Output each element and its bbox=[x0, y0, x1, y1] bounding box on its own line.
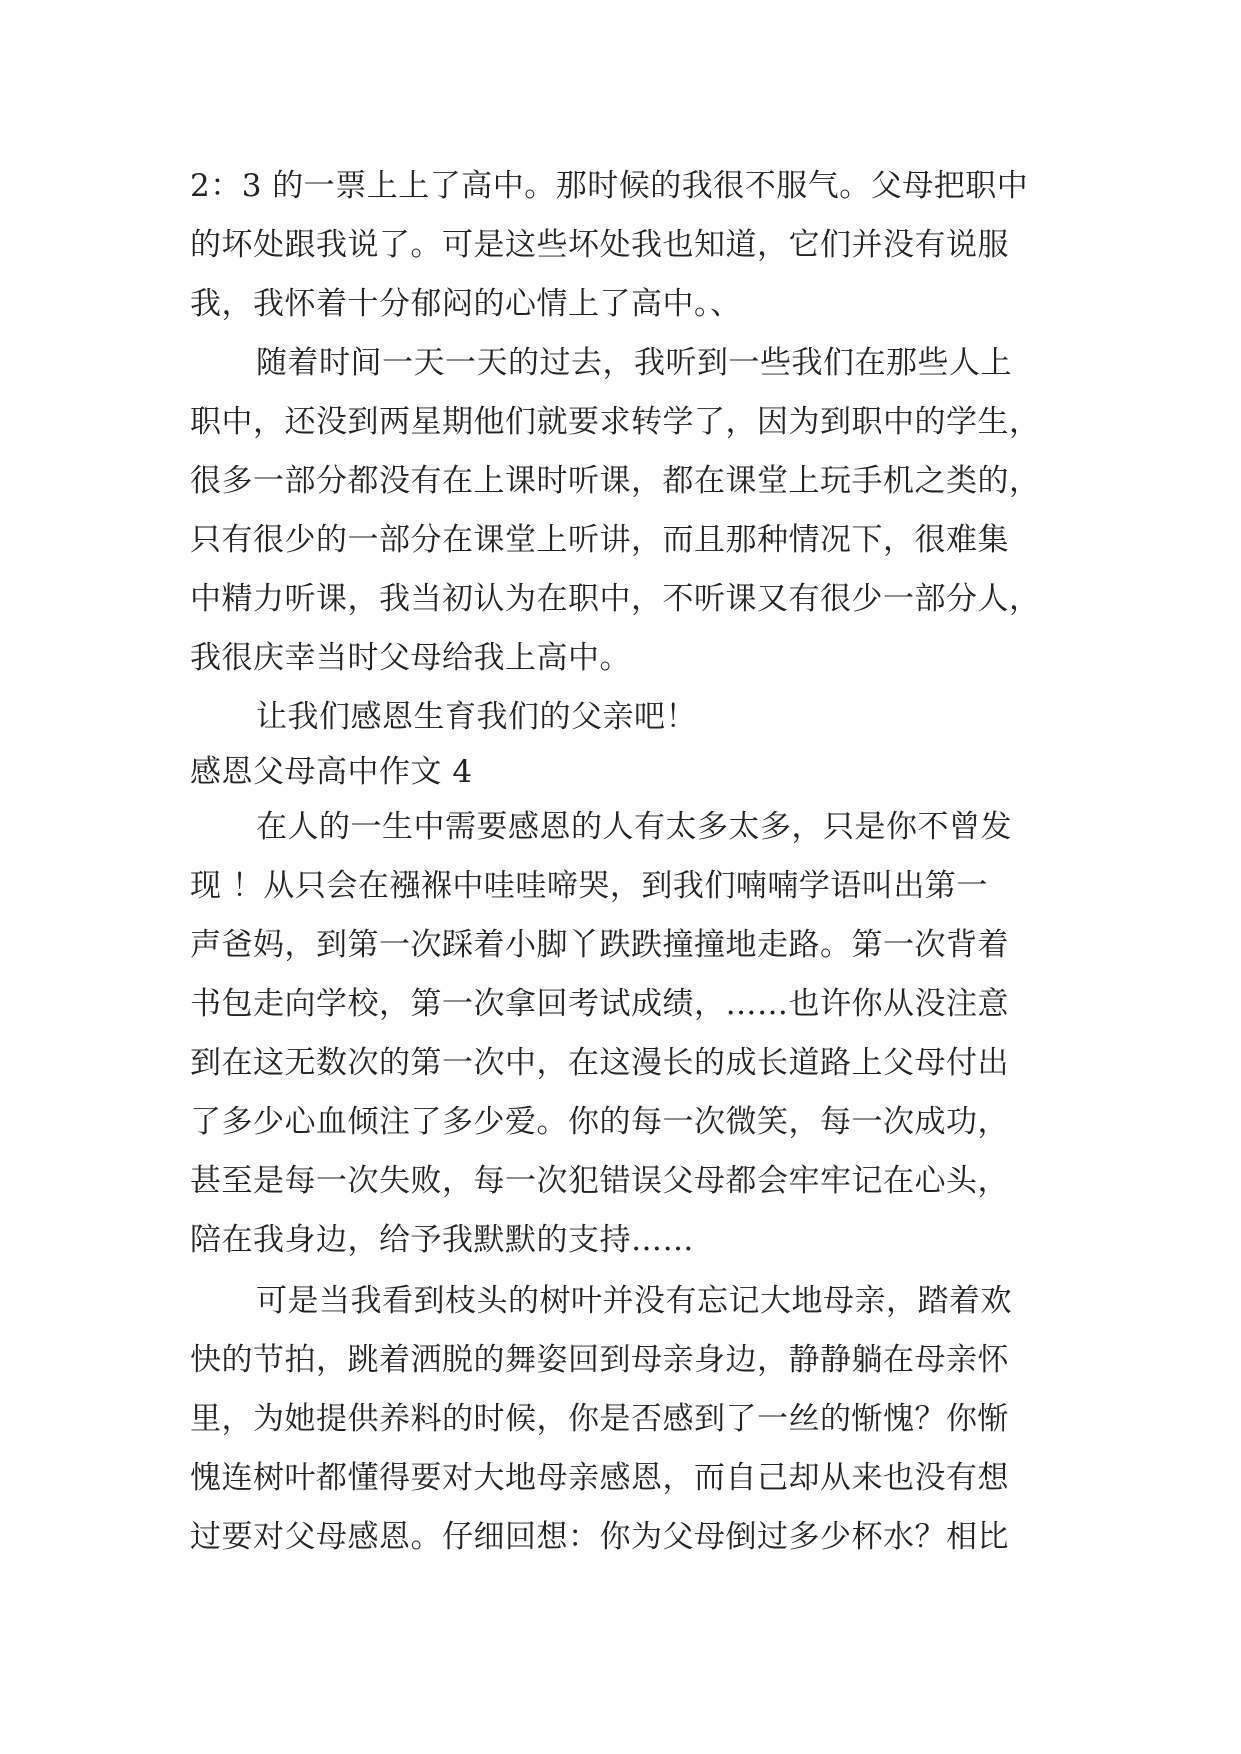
text-line: 现 ！从只会在襁褓中哇哇啼哭，到我们喃喃学语叫出第一 bbox=[190, 868, 988, 904]
text-line: 过要对父母感恩。仔细回想：你为父母倒过多少杯水？相比 bbox=[190, 1519, 1009, 1555]
text-line: 很多一部分都没有在上课时听课，都在课堂上玩手机之类的， bbox=[190, 463, 1041, 499]
paragraph-first-line: 随着时间一天一天的过去，我听到一些我们在那些人上 bbox=[256, 345, 1012, 381]
text-line: 愧连树叶都懂得要对大地母亲感恩，而自己却从来也没有想 bbox=[190, 1460, 1009, 1496]
text-line: 里，为她提供养料的时候，你是否感到了一丝的惭愧？你惭 bbox=[190, 1401, 1009, 1437]
text-line: 快的节拍，跳着洒脱的舞姿回到母亲身边，静静躺在母亲怀 bbox=[190, 1342, 1009, 1378]
paragraph-first-line: 可是当我看到枝头的树叶并没有忘记大地母亲，踏着欢 bbox=[256, 1283, 1012, 1319]
paragraph-first-line: 在人的一生中需要感恩的人有太多太多，只是你不曾发 bbox=[256, 809, 1012, 845]
text-line: 职中，还没到两星期他们就要求转学了，因为到职中的学生， bbox=[190, 404, 1041, 440]
text-line: 我，我怀着十分郁闷的心情上了高中。、 bbox=[190, 286, 742, 322]
text-line: 2：3 的一票上上了高中。那时候的我很不服气。父母把职中 bbox=[190, 168, 1029, 204]
text-line: 声爸妈，到第一次踩着小脚丫跌跌撞撞地走路。第一次背着 bbox=[190, 927, 1009, 963]
text-line: 了多少心血倾注了多少爱。你的每一次微笑，每一次成功， bbox=[190, 1104, 1009, 1140]
text-line: 我很庆幸当时父母给我上高中。 bbox=[190, 640, 631, 676]
text-line: 到在这无数次的第一次中，在这漫长的成长道路上父母付出 bbox=[190, 1045, 1009, 1081]
section-heading: 感恩父母高中作文 4 bbox=[190, 754, 473, 790]
text-line: 只有很少的一部分在课堂上听讲，而且那种情况下，很难集 bbox=[190, 522, 1009, 558]
text-line: 甚至是每一次失败，每一次犯错误父母都会牢牢记在心头， bbox=[190, 1163, 1009, 1199]
text-line: 的坏处跟我说了。可是这些坏处我也知道，它们并没有说服 bbox=[190, 227, 1009, 263]
paragraph-first-line: 让我们感恩生育我们的父亲吧！ bbox=[256, 699, 697, 735]
text-line: 陪在我身边，给予我默默的支持…… bbox=[190, 1222, 694, 1258]
text-line: 书包走向学校，第一次拿回考试成绩，……也许你从没注意 bbox=[190, 986, 1009, 1022]
text-line: 中精力听课，我当初认为在职中，不听课又有很少一部分人， bbox=[190, 581, 1041, 617]
